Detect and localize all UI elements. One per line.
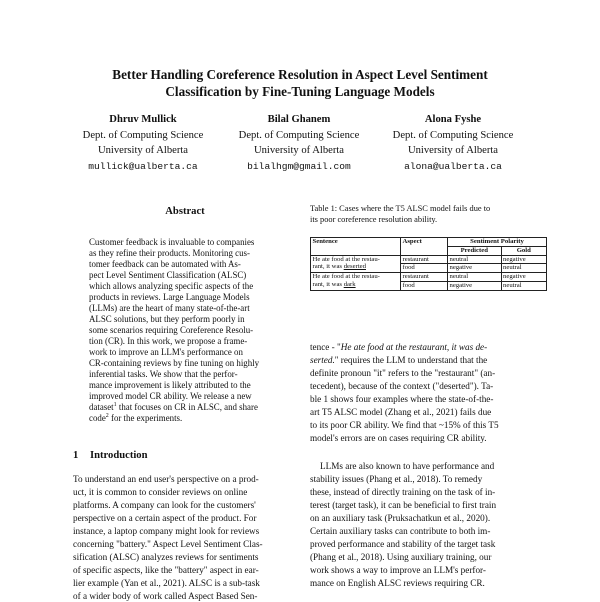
aspect-cell: food	[401, 281, 448, 290]
sentence-key-word: deserted	[343, 263, 366, 271]
abstract-heading: Abstract	[165, 206, 205, 217]
sentence-cell	[311, 273, 401, 291]
abstract-line: as they refine their products. Monitoring cus-	[89, 248, 250, 258]
author-name: Dhruv Mullick	[109, 114, 177, 125]
col-polarity: Sentiment Polarity	[448, 238, 547, 247]
body-text: " requires the LLM to understand that the	[334, 355, 488, 365]
body-line: definite pronoun "it" refers to the "restaurant" (an-	[310, 368, 496, 378]
col-aspect: Aspect	[401, 238, 448, 256]
section-heading	[73, 450, 148, 461]
body-line: Certain auxiliary tasks can contribute to both im-	[310, 526, 491, 536]
body-line: stability issues (Phang et al., 2018). To remedy	[310, 474, 483, 484]
body-line: art T5 ALSC model (Zhang et al., 2021) fails due	[310, 407, 492, 417]
abstract-line: mance improvement is likely attributed to the	[89, 380, 251, 390]
abstract-line: which allows analyzing specific aspects of the	[89, 281, 254, 291]
author-email: mullick@ualberta.ca	[88, 160, 198, 172]
author-block-1	[58, 112, 228, 174]
results-table	[310, 237, 547, 291]
predicted-cell: negative	[448, 264, 502, 273]
abstract-line: inferential tasks. We show that the perfor-	[89, 369, 238, 379]
intro-line: concerning "battery." Aspect Level Sentiment Clas-	[73, 539, 263, 549]
intro-line: instance, a laptop company might look for reviews	[73, 526, 260, 536]
abstract-line	[89, 413, 182, 424]
sentence-part: rant, it was	[312, 280, 344, 288]
aspect-cell: restaurant	[401, 255, 448, 264]
intro-line: of a wider body of work called Aspect Based Sen-	[73, 591, 258, 601]
table-row	[311, 255, 547, 264]
intro-line: perspective on a certain aspect of the product. For	[73, 513, 257, 523]
sentence-text: He ate food at the restau-	[312, 273, 380, 281]
author-dept: Dept. of Computing Science	[392, 129, 514, 141]
sentence-key-word: dark	[343, 280, 356, 288]
sentence-text	[313, 263, 399, 271]
predicted-cell: negative	[448, 281, 502, 290]
intro-line: platforms. A company can look for the customers'	[73, 500, 256, 510]
caption-line: Table 1: Cases where the T5 ALSC model fails due to	[310, 204, 491, 213]
author-name: Bilal Ghanem	[267, 114, 331, 125]
gold-cell: neutral	[501, 281, 546, 290]
abstract-line: (LLMs) are the heart of many state-of-the-art	[89, 303, 250, 313]
paper-title	[60, 66, 540, 100]
abstract-text: for the experiments.	[108, 413, 183, 423]
example-quote: He ate food at the restaurant, it was de-	[340, 342, 488, 352]
abstract-line: ALSC solutions, but they perform poorly in	[89, 314, 245, 324]
intro-line: To understand an end user's perspective on a prod-	[73, 474, 259, 484]
abstract-line: some scenarios requiring Coreference Resolu-	[89, 325, 254, 335]
body-line: work shows a way to improve an LLM's perfor-	[310, 565, 486, 575]
body-line: model's errors are on cases requiring CR ability.	[310, 433, 487, 443]
body-line: on an auxiliary task (Pruksachatkun et al., 2020).	[310, 513, 491, 523]
abstract-line: CR-containing reviews by fine tuning on highly	[89, 358, 260, 368]
author-university: University of Alberta	[97, 145, 189, 156]
gold-cell: negative	[501, 273, 546, 282]
abstract-line: improved model CR ability. We release a new	[89, 391, 252, 401]
intro-line: lier example (Yan et al., 2021). ALSC is a sub-task	[73, 578, 260, 588]
sentence-text: He ate food at the restau-	[312, 255, 380, 263]
author-email: bilalhgm@gmail.com	[247, 160, 351, 172]
author-dept: Dept. of Computing Science	[82, 129, 204, 141]
col-gold: Gold	[501, 246, 546, 255]
body-line: proved performance and stability of the target task	[310, 539, 496, 549]
body-line	[310, 355, 487, 366]
section-number: 1	[73, 450, 79, 461]
abstract-line: tomer feedback can be automated with As-	[89, 259, 241, 269]
body-line: (Phang et al., 2018). Using auxiliary training, our	[310, 552, 492, 562]
predicted-cell: neutral	[448, 273, 502, 282]
author-name: Alona Fyshe	[424, 114, 482, 125]
sentence-text	[313, 281, 399, 289]
sentence-cell	[311, 255, 401, 273]
intro-line: sification (ALSC) analyzes reviews for sentiments	[73, 552, 259, 562]
sentence-part: rant, it was	[312, 263, 344, 271]
col-sentence: Sentence	[311, 238, 401, 256]
author-university: University of Alberta	[253, 145, 345, 156]
table-row	[311, 273, 547, 282]
abstract-text: dataset	[89, 402, 114, 412]
title-line-2: Classification by Fine-Tuning Language Models	[165, 84, 435, 99]
abstract-line: tion (CR). In this work, we propose a frame-	[89, 336, 248, 346]
author-dept: Dept. of Computing Science	[238, 129, 360, 141]
intro-line: uct, it is common to consider reviews on online	[73, 487, 248, 497]
gold-cell: neutral	[501, 264, 546, 273]
section-title: Introduction	[90, 450, 148, 461]
table-caption	[310, 203, 550, 225]
abstract-line: pect Level Sentiment Classification (ALSC)	[89, 270, 247, 280]
body-line	[310, 342, 487, 353]
aspect-cell: food	[401, 264, 448, 273]
body-line: to its poor CR ability. We find that ~15% of this T5	[310, 420, 499, 430]
table-header-row	[311, 238, 547, 247]
gold-cell: negative	[501, 255, 546, 264]
author-block-3	[368, 112, 538, 174]
body-line: tecedent), because of the context ("deserted"). Ta-	[310, 381, 494, 391]
footnote-marker: 1	[113, 402, 117, 409]
intro-line: of specific aspects, like the "battery" aspect in ear-	[73, 565, 259, 575]
body-line: these, instead of directly training on the task of in-	[310, 487, 496, 497]
footnote-marker: 2	[105, 413, 109, 420]
body-line: mance on English ALSC reviews requiring CR.	[310, 578, 485, 588]
author-block-2	[214, 112, 384, 174]
abstract-text: that focuses on CR in ALSC, and share	[116, 402, 258, 412]
body-line: ble 1 shows four examples where the state-of-the-	[310, 394, 494, 404]
predicted-cell: neutral	[448, 255, 502, 264]
example-quote: serted.	[310, 355, 335, 365]
author-university: University of Alberta	[407, 145, 499, 156]
abstract-line	[89, 402, 258, 413]
aspect-cell: restaurant	[401, 273, 448, 282]
abstract-text: code	[89, 413, 106, 423]
body-line: terest (target task), it can be beneficial to first train	[310, 500, 497, 510]
abstract-line: products in reviews. Large Language Models	[89, 292, 250, 302]
title-line-1: Better Handling Coreference Resolution in Aspect Level Sentiment	[112, 67, 488, 82]
author-email: alona@ualberta.ca	[404, 160, 502, 172]
body-line: LLMs are also known to have performance and	[320, 461, 495, 471]
abstract-line: Customer feedback is invaluable to companies	[89, 237, 255, 247]
body-text: tence - "	[310, 342, 341, 352]
col-predicted: Predicted	[448, 246, 502, 255]
abstract-line: work to improve an LLM's performance on	[89, 347, 243, 357]
caption-line: its poor coreference resolution ability.	[310, 215, 438, 224]
